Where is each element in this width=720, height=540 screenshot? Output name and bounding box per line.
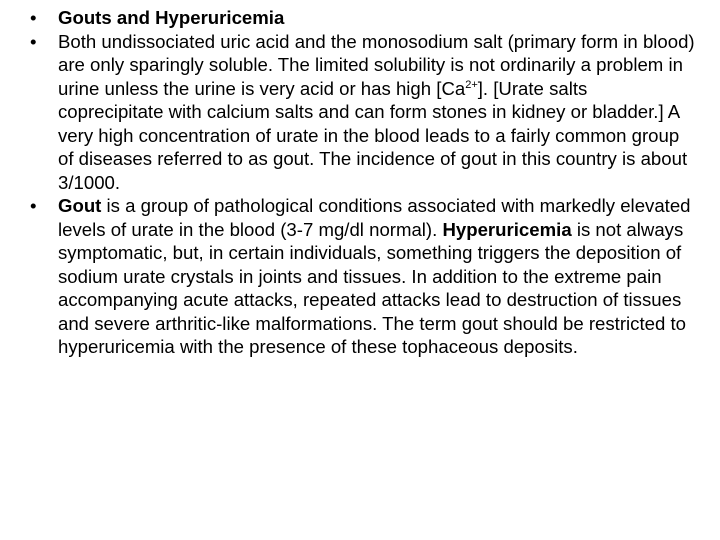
bullet-dot-icon: • (30, 195, 37, 216)
gout-definition-text-1: is a group of pathological conditions associated with markedly elevated levels of urate in the blood (3-7 mg/dl normal). (58, 195, 691, 240)
gout-definition-text-2: is not always symptomatic, but, in certain individuals, something triggers the deposition of sodium urate crystals in joints and tissues. In addition to the extreme pain accompanying acute attacks, repeated attacks lead to destruction of tissues and severe arthritic-like malformations. The term gout should be restricted to hyperuricemia with the presence of these tophaceous deposits. (58, 218, 686, 357)
solubility-text-part-2: ]. [Urate salts coprecipitate with calcium salts and can form stones in kidney or bladder.] A very high concentration of urate in the blood leads to a fairly common group of diseases referred to as gout. The incidence of gout in this country is about 3/1000. (58, 77, 688, 193)
bullet-list (30, 6, 696, 359)
term-gout: Gout (58, 195, 102, 216)
bullet-dot-icon: • (30, 30, 37, 52)
bullet-item-title (30, 6, 696, 30)
bullet-dot-icon: • (30, 7, 37, 28)
term-hyperuricemia: Hyperuricemia (442, 218, 572, 240)
calcium-charge-superscript: 2+ (465, 78, 478, 91)
bullet-item-gout-definition (30, 194, 696, 359)
solubility-text-part-1: Both undissociated uric acid and the monosodium salt (primary form in blood) are only sparingly soluble. The limited solubility is not ordinarily a problem in urine unless the urine is very acid or has high [Ca (58, 30, 695, 99)
bullet-item-solubility (30, 30, 696, 195)
slide-heading: Gouts and Hyperuricemia (58, 7, 285, 28)
